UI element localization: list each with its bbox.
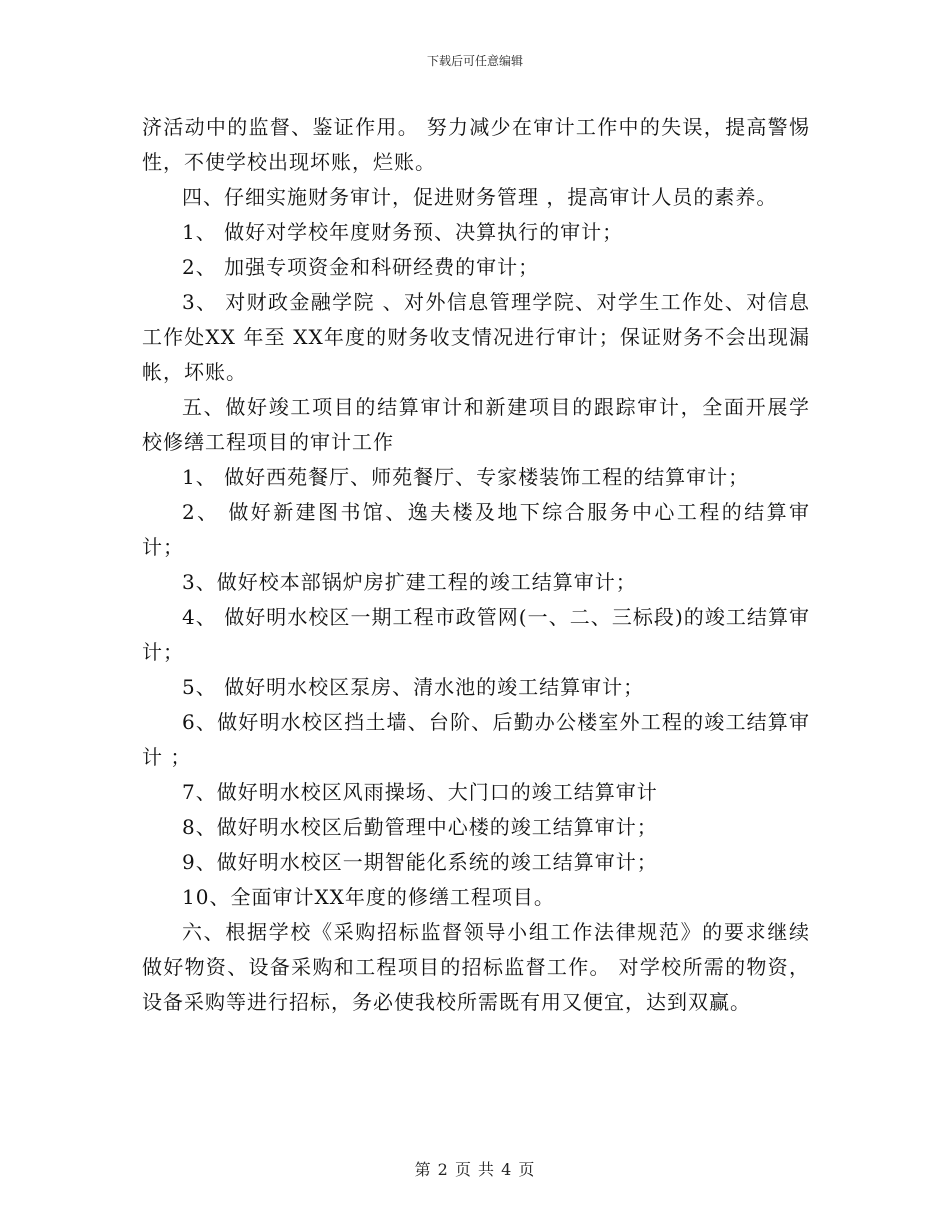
list-item: 2、 做好新建图书馆、逸夫楼及地下综合服务中心工程的结算审计；: [142, 500, 810, 559]
list-item: 3、 对财政金融学院 、对外信息管理学院、对学生工作处、对信息工作处XX 年至 XX年度的财务收支情况进行审计；保证财务不会出现漏帐，坏账。: [142, 290, 810, 384]
list-item: 3、做好校本部锅炉房扩建工程的竣工结算审计；: [182, 570, 637, 594]
list-item: 7、做好明水校区风雨操场、大门口的竣工结算审计: [182, 780, 658, 804]
list-item: 10、全面审计XX年度的修缮工程项目。: [182, 885, 555, 909]
list-item: 5、 做好明水校区泵房、清水池的竣工结算审计；: [182, 675, 645, 699]
list-item: 8、做好明水校区后勤管理中心楼的竣工结算审计；: [182, 815, 658, 839]
list-item: 2、 加强专项资金和科研经费的审计；: [182, 255, 540, 279]
list-item: 9、做好明水校区一期智能化系统的竣工结算审计；: [182, 850, 658, 874]
heading-section-5: 五、做好竣工项目的结算审计和新建项目的跟踪审计，全面开展学校修缮工程项目的审计工作: [142, 395, 810, 454]
list-item: 6、做好明水校区挡土墙、台阶、后勤办公楼室外工程的竣工结算审计 ；: [142, 710, 810, 769]
page-header: 下载后可任意编辑: [426, 54, 523, 68]
list-item: 1、 做好西苑餐厅、师苑餐厅、专家楼装饰工程的结算审计；: [182, 465, 750, 489]
heading-section-4: 四、仔细实施财务审计，促进财务管理 ，提高审计人员的素养。: [182, 185, 778, 209]
document-body: [142, 110, 810, 1020]
list-item: 4、 做好明水校区一期工程市政管网(一、二、三标段)的竣工结算审计；: [142, 605, 810, 664]
list-item: 1、 做好对学校年度财务预、决算执行的审计；: [182, 220, 624, 244]
heading-section-6: 六、根据学校《采购招标监督领导小组工作法律规范》的要求继续做好物资、设备采购和工程项目的招标监督工作。 对学校所需的物资，设备采购等进行招标，务必使我校所需既有用又便宜，达到双赢。: [142, 920, 810, 1014]
page-number-footer: 第 2 页 共 4 页: [414, 1160, 536, 1179]
paragraph-audit-role: 济活动中的监督、鉴证作用。 努力减少在审计工作中的失误，提高警惕性，不使学校出现坏账，烂账。: [142, 115, 810, 174]
